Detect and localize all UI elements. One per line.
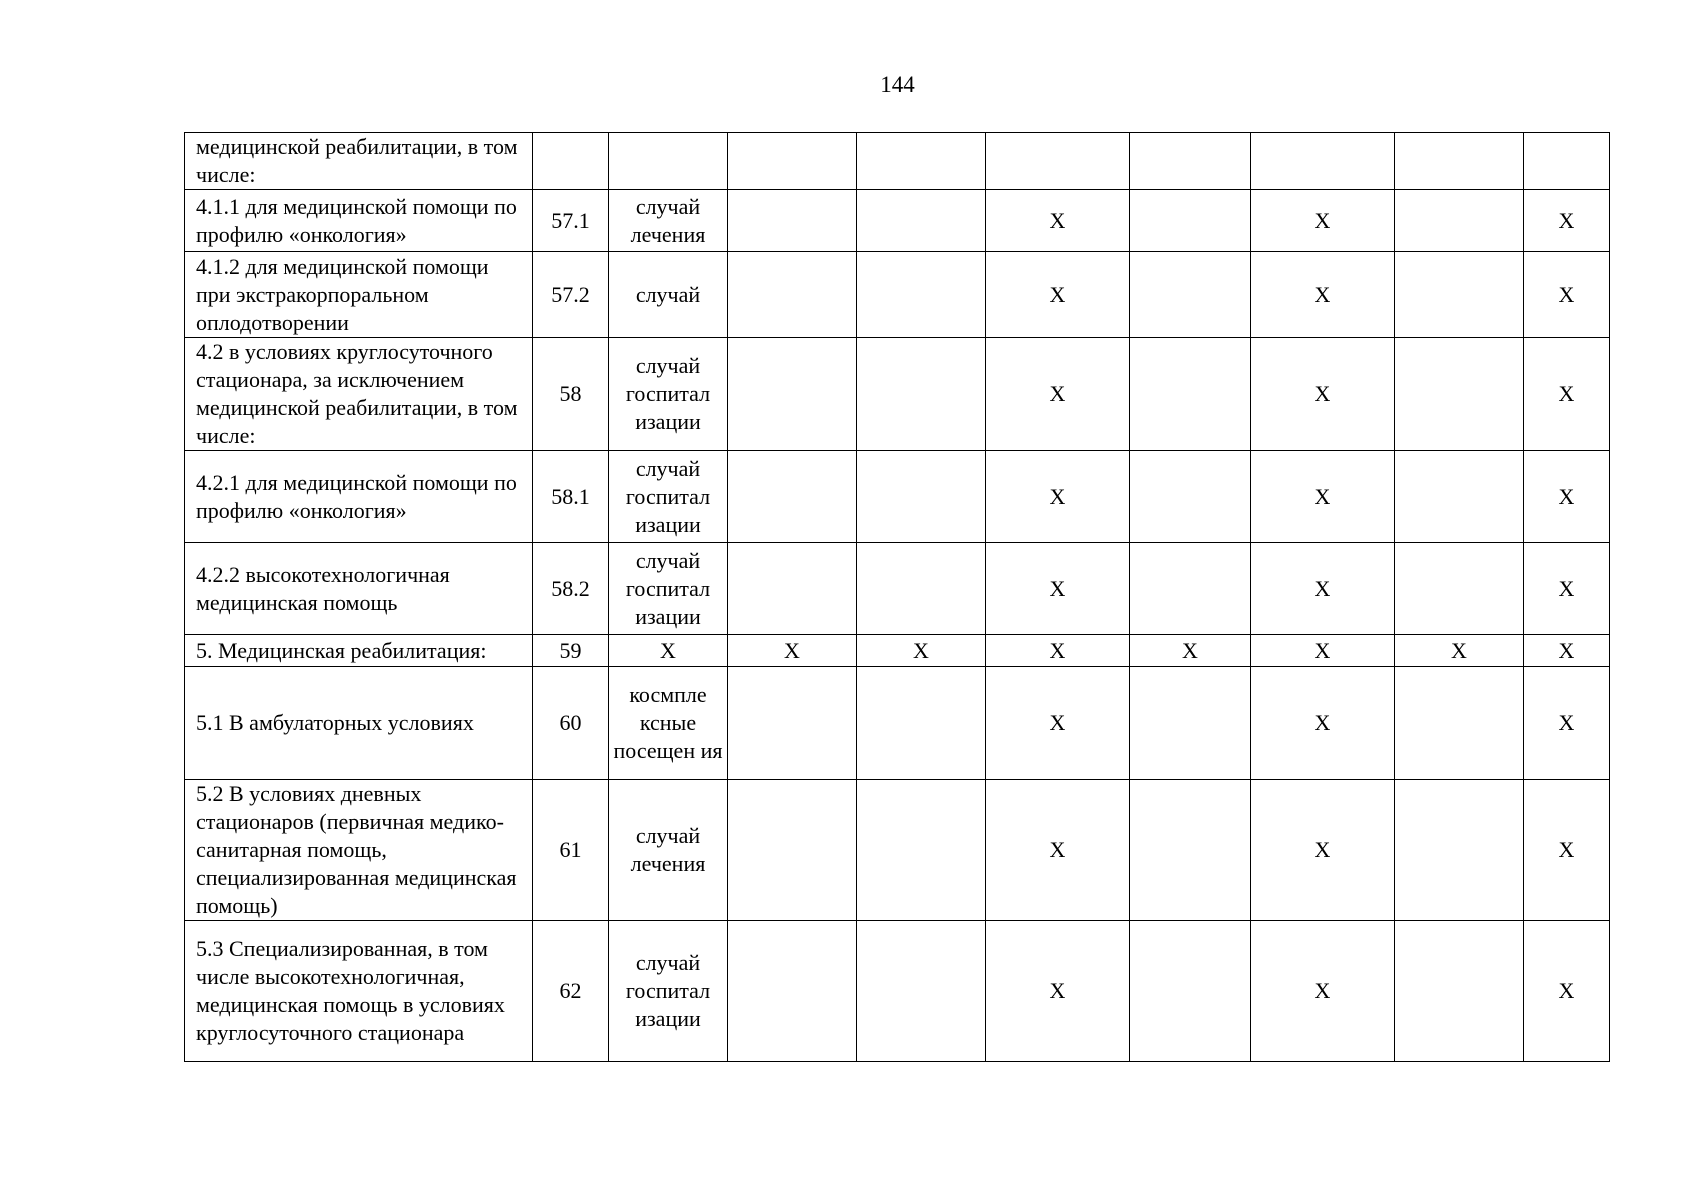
row-code: 57.1 bbox=[533, 190, 609, 252]
table-row bbox=[185, 451, 1610, 543]
cell: X bbox=[1251, 667, 1395, 780]
cell: X bbox=[1524, 635, 1610, 667]
row-label: 4.1.1 для медицинской помощи по профилю «онкология» bbox=[185, 190, 533, 252]
cell: X bbox=[1524, 780, 1610, 921]
cell bbox=[1395, 338, 1524, 451]
cell: X bbox=[1524, 190, 1610, 252]
row-code: 59 bbox=[533, 635, 609, 667]
row-label: 4.2.1 для медицинской помощи по профилю «онкология» bbox=[185, 451, 533, 543]
cell bbox=[1395, 190, 1524, 252]
row-label: 5. Медицинская реабилитация: bbox=[185, 635, 533, 667]
row-label: 4.2.2 высокотехнологичная медицинская помощь bbox=[185, 543, 533, 635]
cell: X bbox=[986, 543, 1130, 635]
cell bbox=[728, 667, 857, 780]
cell bbox=[857, 543, 986, 635]
row-unit: случай госпитал изации bbox=[609, 451, 728, 543]
row-unit: космпле ксные посещен ия bbox=[609, 667, 728, 780]
row-unit: X bbox=[609, 635, 728, 667]
cell bbox=[728, 190, 857, 252]
cell bbox=[1130, 190, 1251, 252]
cell: X bbox=[1251, 543, 1395, 635]
row-unit: случай bbox=[609, 252, 728, 338]
cell bbox=[728, 338, 857, 451]
cell: X bbox=[857, 635, 986, 667]
cell bbox=[1130, 133, 1251, 190]
row-unit: случай лечения bbox=[609, 780, 728, 921]
cell: X bbox=[986, 190, 1130, 252]
cell bbox=[728, 921, 857, 1062]
cell bbox=[857, 190, 986, 252]
cell bbox=[728, 543, 857, 635]
cell bbox=[1395, 252, 1524, 338]
row-code: 57.2 bbox=[533, 252, 609, 338]
cell bbox=[1130, 543, 1251, 635]
cell bbox=[857, 921, 986, 1062]
table-row bbox=[185, 133, 1610, 190]
cell: X bbox=[1251, 635, 1395, 667]
cell: X bbox=[728, 635, 857, 667]
cell: X bbox=[986, 780, 1130, 921]
cell bbox=[728, 451, 857, 543]
table-row bbox=[185, 780, 1610, 921]
cell: X bbox=[1251, 921, 1395, 1062]
row-unit bbox=[609, 133, 728, 190]
cell: X bbox=[1524, 921, 1610, 1062]
cell: X bbox=[1251, 338, 1395, 451]
cell: X bbox=[1251, 780, 1395, 921]
cell bbox=[728, 252, 857, 338]
cell bbox=[1395, 451, 1524, 543]
cell bbox=[1130, 338, 1251, 451]
table-body bbox=[185, 133, 1610, 1062]
cell bbox=[986, 133, 1130, 190]
cell bbox=[728, 133, 857, 190]
cell: X bbox=[1130, 635, 1251, 667]
row-code: 58.2 bbox=[533, 543, 609, 635]
row-unit: случай лечения bbox=[609, 190, 728, 252]
row-label: 5.2 В условиях дневных стационаров (первичная медико-санитарная помощь, специализированная медицинская помощь) bbox=[185, 780, 533, 921]
row-code bbox=[533, 133, 609, 190]
table-row bbox=[185, 252, 1610, 338]
row-label: медицинской реабилитации, в том числе: bbox=[185, 133, 533, 190]
row-label: 4.1.2 для медицинской помощи при экстракорпоральном оплодотворении bbox=[185, 252, 533, 338]
row-label: 5.1 В амбулаторных условиях bbox=[185, 667, 533, 780]
row-unit: случай госпитал изации bbox=[609, 338, 728, 451]
cell bbox=[1130, 451, 1251, 543]
table-row bbox=[185, 921, 1610, 1062]
page-number: 144 bbox=[880, 72, 915, 97]
cell: X bbox=[1251, 190, 1395, 252]
row-code: 62 bbox=[533, 921, 609, 1062]
cell bbox=[1130, 921, 1251, 1062]
cell bbox=[1251, 133, 1395, 190]
cell: X bbox=[986, 635, 1130, 667]
cell bbox=[857, 252, 986, 338]
row-label: 4.2 в условиях круглосуточного стационара, за исключением медицинской реабилитации, в том числе: bbox=[185, 338, 533, 451]
cell bbox=[857, 780, 986, 921]
cell: X bbox=[986, 252, 1130, 338]
table-row bbox=[185, 667, 1610, 780]
cell bbox=[1395, 133, 1524, 190]
row-code: 61 bbox=[533, 780, 609, 921]
cell: X bbox=[1251, 451, 1395, 543]
cell bbox=[1130, 252, 1251, 338]
cell: X bbox=[1395, 635, 1524, 667]
cell: X bbox=[1524, 543, 1610, 635]
row-code: 60 bbox=[533, 667, 609, 780]
row-code: 58.1 bbox=[533, 451, 609, 543]
cell bbox=[1395, 780, 1524, 921]
cell bbox=[857, 133, 986, 190]
cell bbox=[1130, 780, 1251, 921]
row-unit: случай госпитал изации bbox=[609, 921, 728, 1062]
cell: X bbox=[1251, 252, 1395, 338]
table-row bbox=[185, 543, 1610, 635]
table-row bbox=[185, 635, 1610, 667]
cell: X bbox=[1524, 667, 1610, 780]
cell: X bbox=[986, 451, 1130, 543]
cell bbox=[1524, 133, 1610, 190]
cell bbox=[857, 451, 986, 543]
row-code: 58 bbox=[533, 338, 609, 451]
cell bbox=[857, 667, 986, 780]
cell: X bbox=[986, 338, 1130, 451]
cell bbox=[1395, 543, 1524, 635]
row-unit: случай госпитал изации bbox=[609, 543, 728, 635]
cell: X bbox=[986, 667, 1130, 780]
cell: X bbox=[1524, 338, 1610, 451]
table-row bbox=[185, 338, 1610, 451]
table-row bbox=[185, 190, 1610, 252]
cell bbox=[1395, 921, 1524, 1062]
data-table bbox=[184, 132, 1610, 1062]
cell bbox=[728, 780, 857, 921]
row-label: 5.3 Специализированная, в том числе высокотехнологичная, медицинская помощь в условиях круглосуточного стационара bbox=[185, 921, 533, 1062]
cell bbox=[1395, 667, 1524, 780]
cell bbox=[857, 338, 986, 451]
cell: X bbox=[1524, 252, 1610, 338]
cell: X bbox=[1524, 451, 1610, 543]
cell bbox=[1130, 667, 1251, 780]
cell: X bbox=[986, 921, 1130, 1062]
